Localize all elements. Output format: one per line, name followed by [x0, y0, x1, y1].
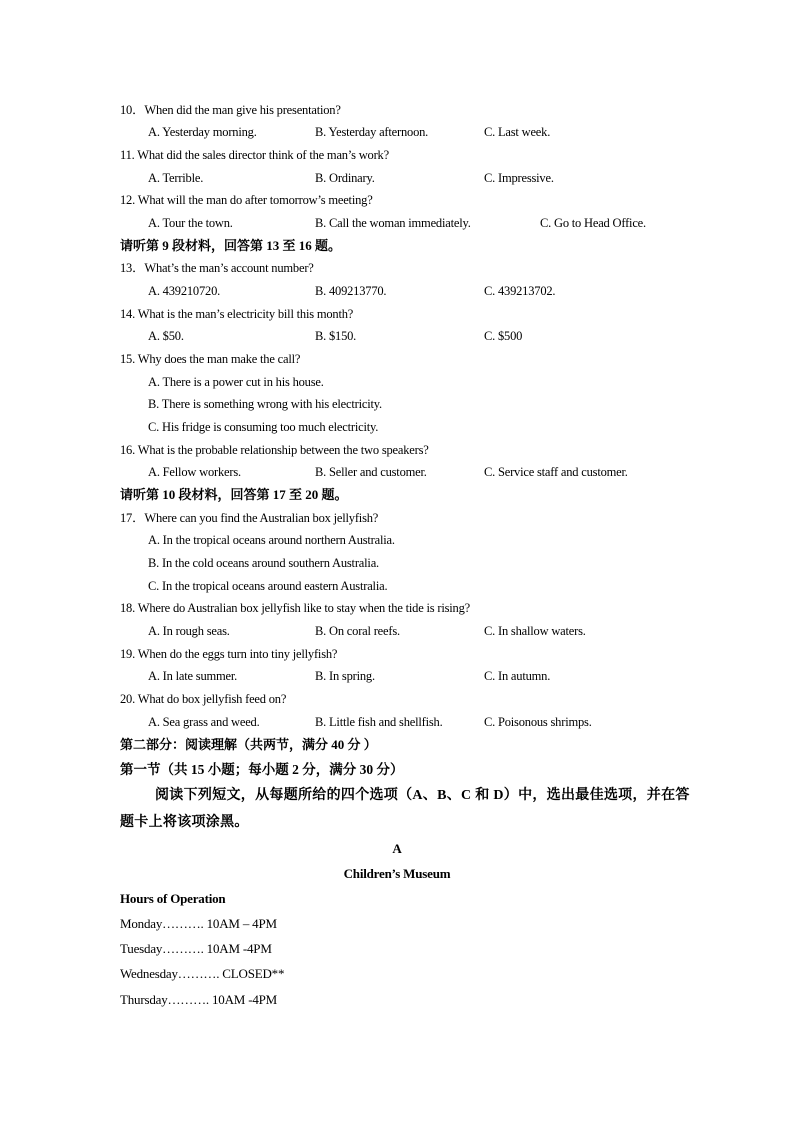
- question-17: 17．Where can you find the Australian box jellyfish?: [120, 511, 379, 525]
- option-19b: B. In spring.: [315, 669, 375, 683]
- hours-thursday: Thursday………. 10AM -4PM: [120, 992, 278, 1007]
- option-19c: C. In autumn.: [484, 669, 551, 683]
- option-13c: C. 439213702.: [484, 284, 556, 298]
- instruction-line-2: 题卡上将该项涂黑。: [120, 815, 249, 830]
- hours-monday: Monday………. 10AM – 4PM: [120, 916, 277, 931]
- option-13a: A. 439210720.: [148, 284, 221, 298]
- question-18: 18. Where do Australian box jellyfish like to stay when the tide is rising?: [120, 601, 470, 615]
- question-15: 15. Why does the man make the call?: [120, 352, 301, 366]
- option-19a: A. In late summer.: [148, 669, 238, 683]
- option-15a: A. There is a power cut in his house.: [148, 375, 324, 389]
- option-18b: B. On coral reefs.: [315, 624, 400, 638]
- option-18c: C. In shallow waters.: [484, 624, 586, 638]
- option-14c: C. $500: [484, 329, 523, 343]
- option-11a: A. Terrible.: [148, 171, 204, 185]
- question-16: 16. What is the probable relationship between the two speakers?: [120, 443, 429, 457]
- option-10a: A. Yesterday morning.: [148, 125, 257, 139]
- hours-tuesday: Tuesday………. 10AM -4PM: [120, 941, 272, 956]
- option-11b: B. Ordinary.: [315, 171, 375, 185]
- passage-title: Children’s Museum: [343, 866, 451, 881]
- option-12b: B. Call the woman immediately.: [315, 216, 471, 230]
- option-11c: C. Impressive.: [484, 171, 554, 185]
- question-14: 14. What is the man’s electricity bill this month?: [120, 307, 354, 321]
- question-12: 12. What will the man do after tomorrow’s meeting?: [120, 193, 373, 207]
- option-14a: A. $50.: [148, 329, 184, 343]
- option-17c: C. In the tropical oceans around eastern Australia.: [148, 579, 388, 593]
- section-10-heading: 请听第 10 段材料，回答第 17 至 20 题。: [120, 487, 348, 502]
- option-16a: A. Fellow workers.: [148, 465, 241, 479]
- option-10c: C. Last week.: [484, 125, 551, 139]
- option-17b: B. In the cold oceans around southern Australia.: [148, 556, 379, 570]
- question-11: 11. What did the sales director think of the man’s work?: [120, 148, 389, 162]
- option-12c: C. Go to Head Office.: [540, 216, 646, 230]
- option-15c: C. His fridge is consuming too much electricity.: [148, 420, 379, 434]
- option-12a: A. Tour the town.: [148, 216, 233, 230]
- option-17a: A. In the tropical oceans around northern Australia.: [148, 533, 395, 547]
- question-13: 13．What’s the man’s account number?: [120, 261, 314, 275]
- question-19: 19. When do the eggs turn into tiny jellyfish?: [120, 647, 338, 661]
- question-20: 20. What do box jellyfish feed on?: [120, 692, 287, 706]
- option-16b: B. Seller and customer.: [315, 465, 427, 479]
- part2-title: 第二部分：阅读理解（共两节，满分 40 分 ）: [120, 737, 377, 752]
- option-15b: B. There is something wrong with his electricity.: [148, 397, 382, 411]
- question-10: 10．When did the man give his presentation?: [120, 103, 341, 117]
- option-18a: A. In rough seas.: [148, 624, 230, 638]
- passage-letter: A: [392, 841, 402, 856]
- option-16c: C. Service staff and customer.: [484, 465, 628, 479]
- section-9-heading: 请听第 9 段材料，回答第 13 至 16 题。: [120, 238, 342, 253]
- hours-wednesday: Wednesday………. CLOSED**: [120, 966, 285, 981]
- option-20c: C. Poisonous shrimps.: [484, 715, 592, 729]
- option-20a: A. Sea grass and weed.: [148, 715, 260, 729]
- option-10b: B. Yesterday afternoon.: [315, 125, 429, 139]
- option-20b: B. Little fish and shellfish.: [315, 715, 443, 729]
- option-14b: B. $150.: [315, 329, 357, 343]
- instruction-line-1: 阅读下列短文，从每题所给的四个选项（A、B、C 和 D）中，选出最佳选项，并在答: [155, 788, 690, 803]
- part2-subtitle: 第一节（共 15 小题；每小题 2 分，满分 30 分）: [120, 762, 404, 777]
- option-13b: B. 409213770.: [315, 284, 387, 298]
- hours-heading: Hours of Operation: [120, 891, 226, 906]
